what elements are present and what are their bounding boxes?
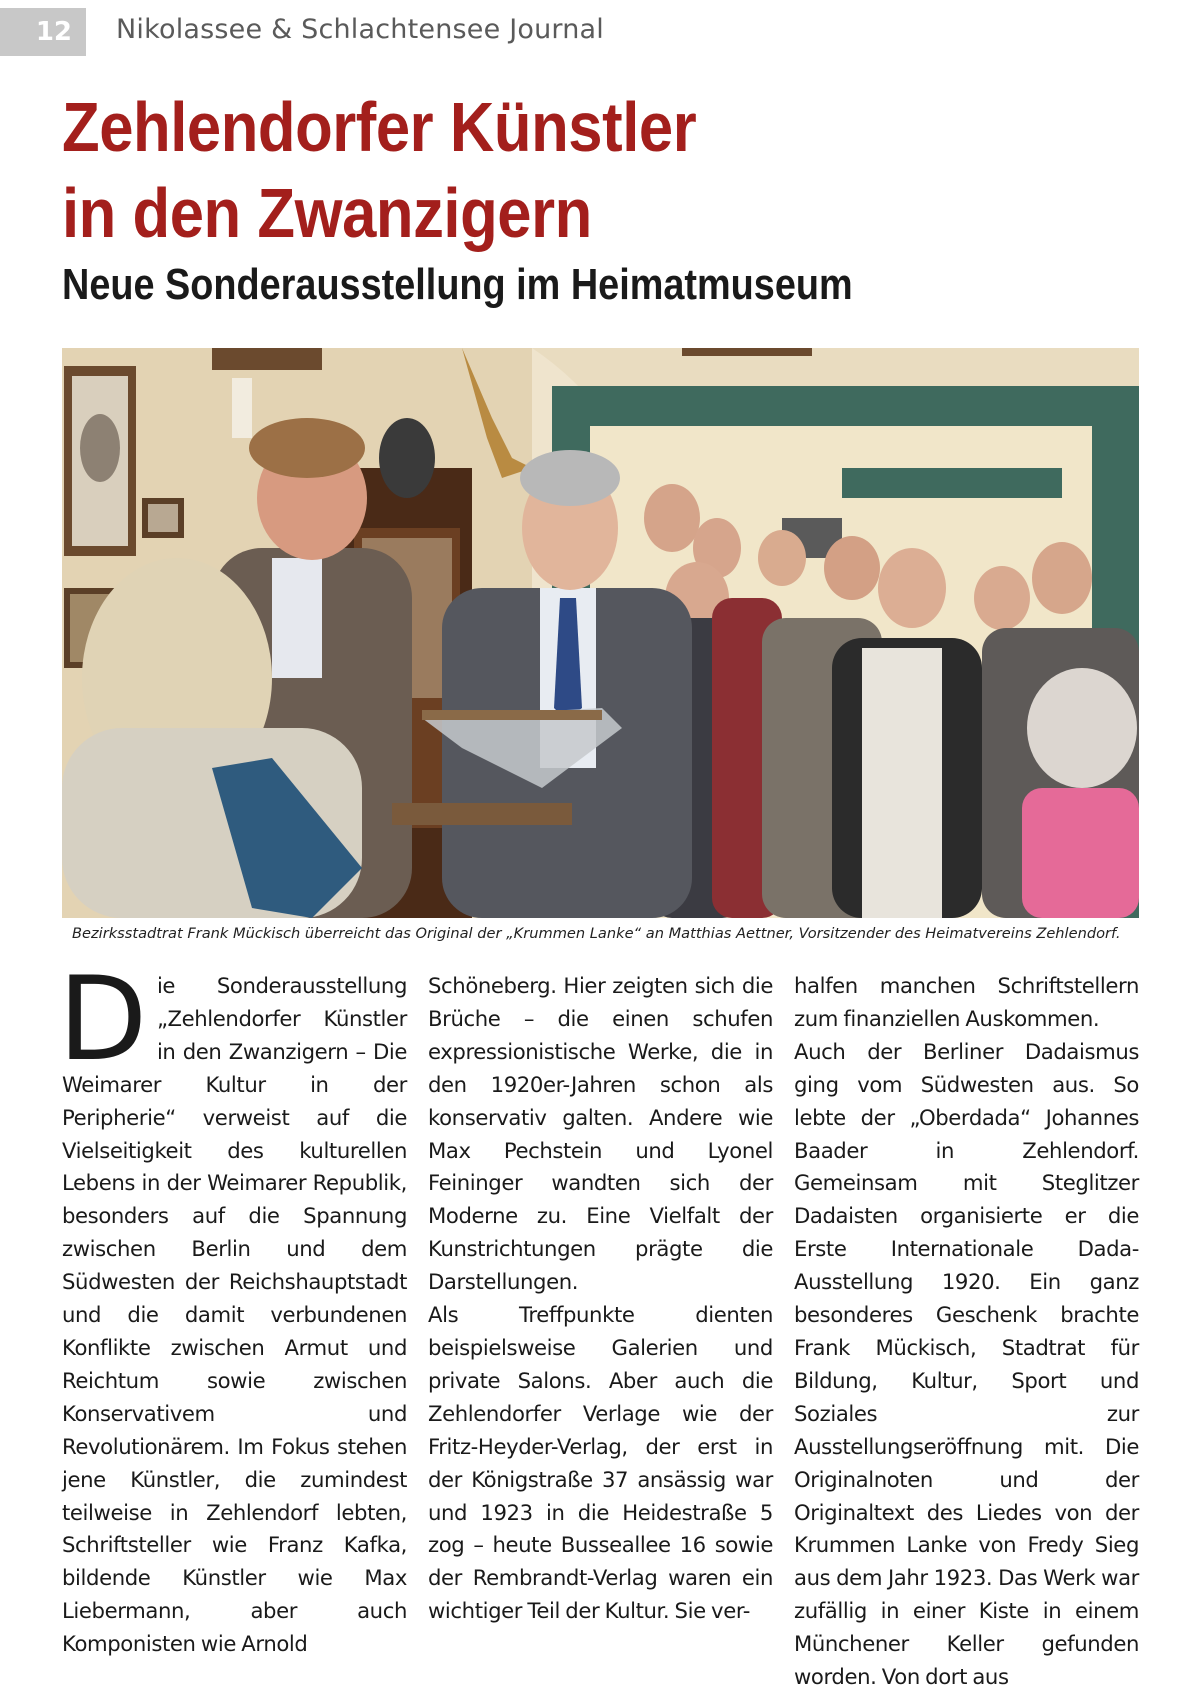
article-photo bbox=[62, 348, 1139, 918]
subheadline: Neue Sonderausstellung im Heimatmuseum bbox=[62, 260, 853, 309]
journal-name: Nikolassee & Schlachtensee Journal bbox=[116, 14, 604, 45]
page-number: 12 bbox=[0, 8, 86, 56]
article-column-3 bbox=[794, 970, 1139, 1694]
column-3-paragraph-2: Auch der Berliner Dadaismus ging vom Südwesten aus. So lebte der „Oberdada“ Johannes Baader in Zehlendorf. Gemeinsam mit Steglitzer Dadaisten organisierte er die Erste Internationale Dada-Ausstellung 1920. Ein ganz besonderes Geschenk brachte Frank Mückisch, Stadtrat für Bildung, Kultur, Sport und Soziales zur Ausstellungseröffnung mit. Die Originalnoten und der Originaltext des Liedes von der Krummen Lanke von Fredy Sieg aus dem Jahr 1923. Das Werk war zufällig in einer Kiste in einem Münchener Keller gefunden worden. Von dort aus bbox=[794, 1038, 1139, 1690]
column-2-paragraph-1: Schöneberg. Hier zeigten sich die Brüche – die einen schufen expressionistische Werke, die in den 1920er-Jahren schon als konservativ galten. Andere wie Max Pechstein und Lyonel Feininger wandten sich der Moderne zu. Eine Vielfalt der Kunstrichtungen prägte die Darstellungen. bbox=[428, 973, 773, 1295]
dropcap: D bbox=[58, 952, 147, 1087]
headline-line-1: Zehlendorfer Künstler bbox=[62, 88, 697, 166]
headline-line-2: in den Zwanzigern bbox=[62, 174, 592, 252]
photo-caption: Bezirksstadtrat Frank Mückisch überreicht das Original der „Krummen Lanke“ an Matthias Aettner, Vorsitzender des Heimatvereins Zehlendorf. bbox=[72, 925, 1121, 942]
headline bbox=[62, 84, 696, 256]
column-2-paragraph-2: Als Treffpunkte dienten beispielsweise Galerien und private Salons. Aber auch die Zehlendorfer Verlage wie der Fritz-Heyder-Verlag, der erst in der Königstraße 37 ansässig war und 1923 in die Heidestraße 5 zog – heute Busseallee 16 sowie der Rembrandt-Verlag waren ein wichtiger Teil der Kultur. Sie ver- bbox=[428, 1302, 773, 1624]
article-column-1 bbox=[58, 952, 407, 1661]
column-1-paragraph: ie Sonderausstellung „Zehlendorfer Künstler in den Zwanzigern – Die Weimarer Kultur in der Peripherie“ verweist auf die Vielseitigkeit des kulturellen Lebens in der Weimarer Republik, besonders auf die Spannung zwischen Berlin und dem Südwesten der Reichshauptstadt und die damit verbundenen Konflikte zwischen Armut und Reichtum sowie zwischen Konservativem und Revolutionärem. Im Fokus stehen jene Künstler, die zumindest teilweise in Zehlendorf lebten, Schriftsteller wie Franz Kafka, bildende Künstler wie Max Liebermann, aber auch Komponisten wie Arnold bbox=[62, 973, 407, 1657]
column-3-paragraph-1: halfen manchen Schriftstellern zum finanziellen Auskommen. bbox=[794, 973, 1139, 1031]
article-column-2 bbox=[428, 970, 773, 1628]
article-body bbox=[58, 952, 1139, 1690]
